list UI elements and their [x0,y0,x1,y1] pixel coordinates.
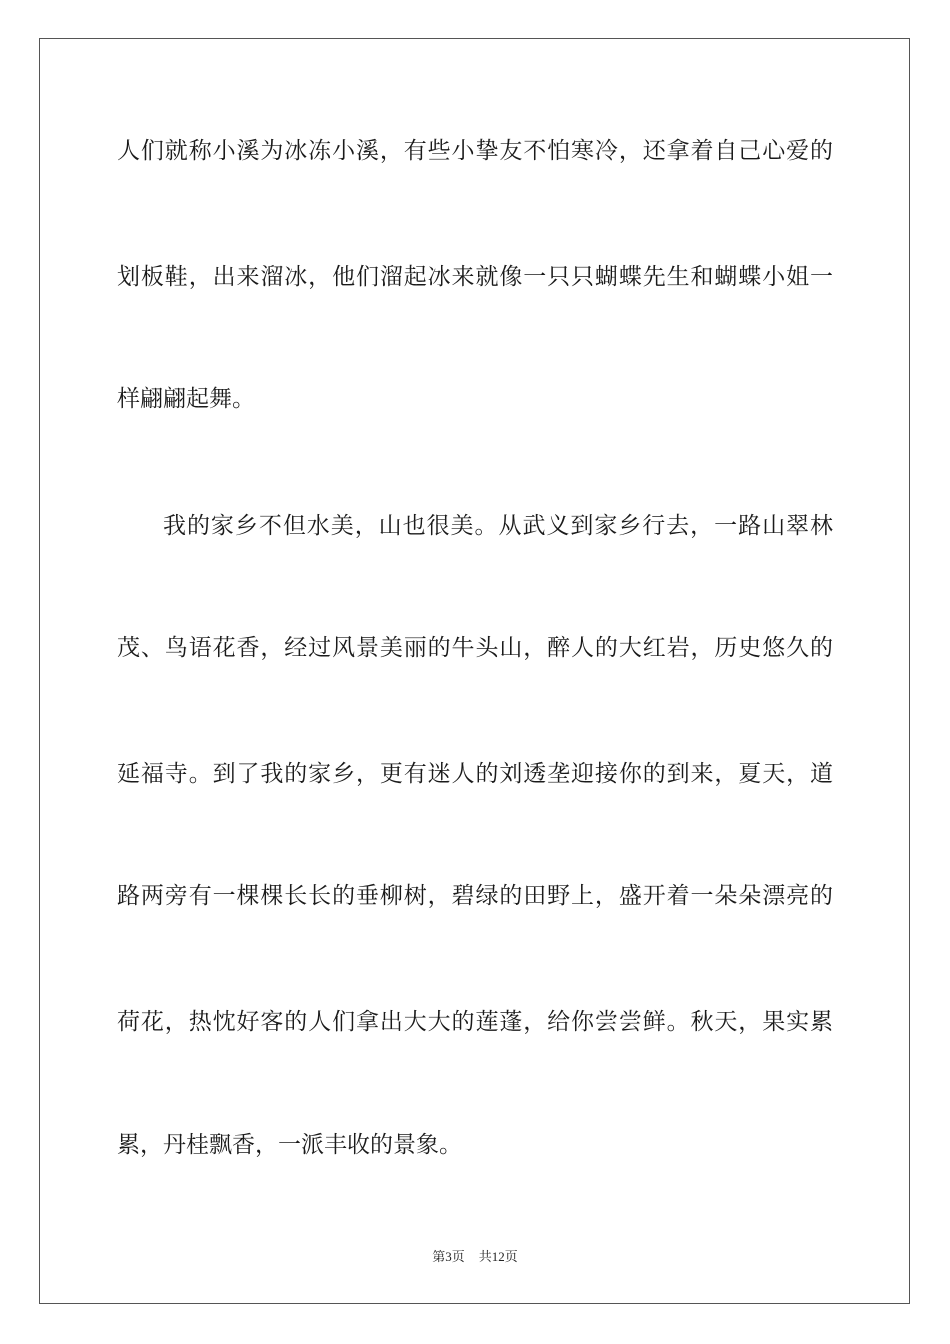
page-total: 共12页 [478,1249,518,1264]
text-line: 延福寺。到了我的家乡，更有迷人的刘透垄迎接你的到来，夏天，道 [117,761,833,787]
text-line: 荷花，热忱好客的人们拿出大大的莲蓬，给你尝尝鲜。秋天，果实累 [117,1009,833,1035]
page-number: 第3页 [432,1249,465,1264]
page-footer [0,1246,950,1265]
text-line: 人们就称小溪为冰冻小溪，有些小挚友不怕寒冷，还拿着自己心爱的 [117,138,833,164]
text-line: 划板鞋，出来溜冰，他们溜起冰来就像一只只蝴蝶先生和蝴蝶小姐一 [117,264,833,290]
text-line: 路两旁有一棵棵长长的垂柳树，碧绿的田野上，盛开着一朵朵漂亮的 [117,883,833,909]
text-line: 样翩翩起舞。 [117,386,255,412]
paragraph-first-line: 我的家乡不但水美，山也很美。从武义到家乡行去，一路山翠林 [163,513,833,539]
page-border [39,38,910,1304]
text-line: 茂、鸟语花香，经过风景美丽的牛头山，醉人的大红岩，历史悠久的 [117,635,833,661]
text-line: 累，丹桂飘香，一派丰收的景象。 [117,1132,462,1158]
